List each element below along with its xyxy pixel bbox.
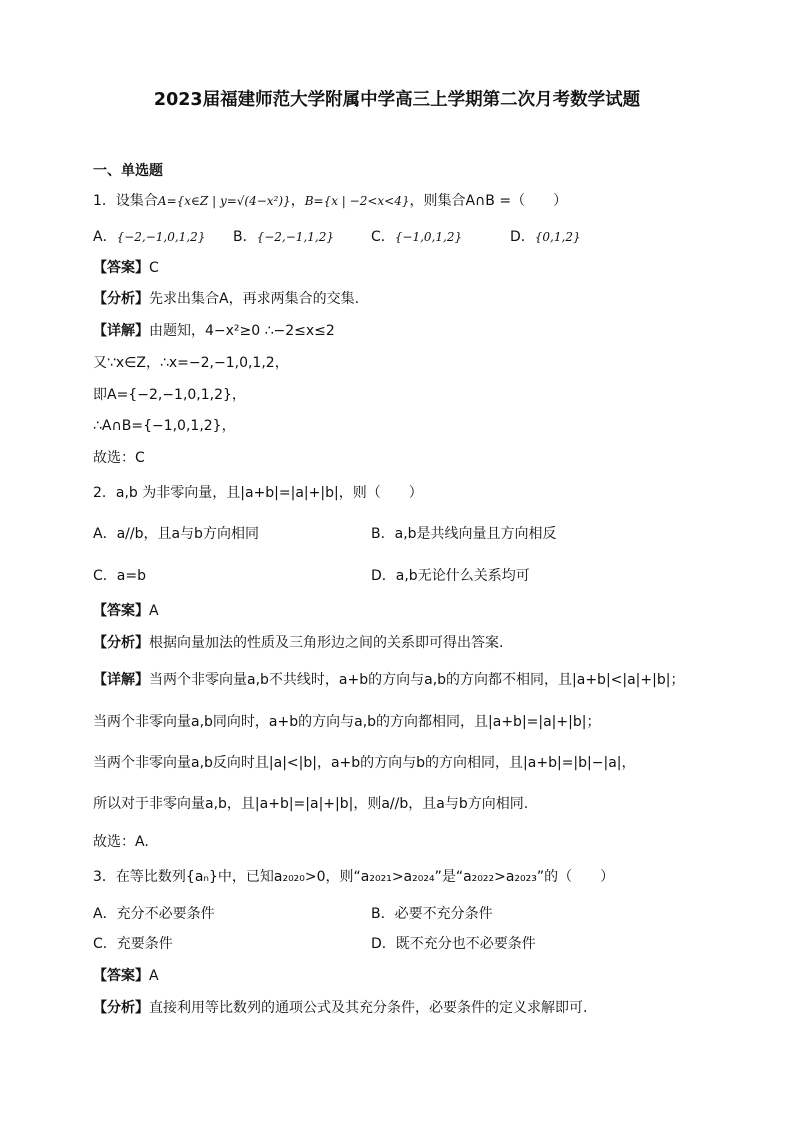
detail-text: 由题知，4−x²≥0 ∴−2≤x≤2 <box>149 323 335 339</box>
option-text: 必要不充分条件 <box>394 906 493 922</box>
analysis-tag: 【分析】 <box>93 291 149 307</box>
q3-answer <box>93 967 159 985</box>
q1-option-d <box>510 228 581 246</box>
q2-detail-line <box>93 671 684 689</box>
q3-analysis <box>93 999 587 1017</box>
q1-detail-line: 故选：C <box>93 450 145 466</box>
answer-value: A <box>149 968 159 984</box>
q1-comma: ， <box>290 193 305 209</box>
option-label: A． <box>93 229 117 245</box>
answer-value: C <box>149 260 159 276</box>
q1-option-c <box>371 228 462 246</box>
option-text: {−2,−1,0,1,2} <box>116 230 206 244</box>
document-title: 2023届福建师范大学附属中学高三上学期第二次月考数学试题 <box>153 90 641 110</box>
q1-detail-line: 又∵x∈Z，∴x=−2,−1,0,1,2， <box>93 355 289 371</box>
option-text: {0,1,2} <box>534 230 581 244</box>
detail-tag: 【详解】 <box>93 672 149 688</box>
question-3-stem: 3．在等比数列{aₙ}中，已知a₂₀₂₀>0，则“a₂₀₂₁>a₂₀₂₄”是“a₂₀₂₂>a₂₀₂₃”的（ ） <box>93 869 615 885</box>
q1-option-b <box>233 228 334 246</box>
analysis-text: 直接利用等比数列的通项公式及其充分条件，必要条件的定义求解即可. <box>149 1000 588 1016</box>
q3-option-b <box>371 905 493 923</box>
answer-tag: 【答案】 <box>93 603 149 619</box>
option-text: a,b是共线向量且方向相反 <box>394 526 557 542</box>
q1-stem-suffix: ，则集合A∩B =（ ） <box>409 193 568 209</box>
q3-option-d <box>371 935 536 953</box>
option-text: 既不充分也不必要条件 <box>395 936 536 952</box>
option-text: {−2,−1,1,2} <box>256 230 334 244</box>
q2-detail-line: 所以对于非零向量a,b，且|a+b|=|a|+|b|，则a//b，且a与b方向相同. <box>93 796 529 812</box>
q1-detail-line: ∴A∩B={−1,0,1,2}， <box>93 418 236 434</box>
q2-option-b <box>371 525 557 543</box>
option-text: {−1,0,1,2} <box>394 230 463 244</box>
q3-option-c <box>93 935 173 953</box>
q2-detail-line: 当两个非零向量a,b同向时，a+b的方向与a,b的方向都相同，且|a+b|=|a|+|b|； <box>93 714 601 730</box>
q3-option-a <box>93 905 215 923</box>
option-label: B． <box>371 526 395 542</box>
answer-tag: 【答案】 <box>93 968 149 984</box>
option-label: C． <box>93 568 117 584</box>
q1-analysis <box>93 290 359 308</box>
question-2-stem: 2．a,b 为非零向量，且|a+b|=|a|+|b|，则（ ） <box>93 485 423 501</box>
option-text: 充分不必要条件 <box>116 906 215 922</box>
option-label: C． <box>371 229 395 245</box>
option-text: a,b无论什么关系均可 <box>395 568 530 584</box>
option-label: A． <box>93 906 117 922</box>
analysis-tag: 【分析】 <box>93 635 149 651</box>
q1-answer <box>93 259 159 277</box>
q1-detail-line: 即A={−2,−1,0,1,2}， <box>93 387 246 403</box>
analysis-text: 根据向量加法的性质及三角形边之间的关系即可得出答案. <box>149 635 504 651</box>
question-1-stem <box>93 192 567 210</box>
option-text: a=b <box>116 568 146 584</box>
option-label: B． <box>233 229 257 245</box>
option-label: D． <box>371 568 396 584</box>
analysis-text: 先求出集合A，再求两集合的交集. <box>149 291 360 307</box>
option-label: B． <box>371 906 395 922</box>
q1-set-a: A={x∈Z | y=√(4−x²)} <box>157 194 291 208</box>
q2-answer <box>93 602 159 620</box>
analysis-tag: 【分析】 <box>93 1000 149 1016</box>
option-text: 充要条件 <box>116 936 173 952</box>
q2-analysis <box>93 634 503 652</box>
q1-option-a <box>93 228 205 246</box>
option-label: D． <box>510 229 535 245</box>
q1-stem-prefix: 1．设集合 <box>93 193 158 209</box>
section-heading: 一、单选题 <box>93 163 163 179</box>
answer-tag: 【答案】 <box>93 260 149 276</box>
q1-detail-line <box>93 322 335 340</box>
detail-tag: 【详解】 <box>93 323 149 339</box>
answer-value: A <box>149 603 159 619</box>
option-text: a//b，且a与b方向相同 <box>116 526 259 542</box>
option-label: A． <box>93 526 117 542</box>
q2-option-c <box>93 567 146 585</box>
q1-set-b: B={x | −2<x<4} <box>304 194 410 208</box>
q2-option-a <box>93 525 259 543</box>
q2-detail-line: 故选：A. <box>93 834 149 850</box>
option-label: C． <box>93 936 117 952</box>
detail-text: 当两个非零向量a,b不共线时，a+b的方向与a,b的方向都不相同，且|a+b|<|a|+|b|； <box>149 672 685 688</box>
q2-option-d <box>371 567 530 585</box>
option-label: D． <box>371 936 396 952</box>
q2-detail-line: 当两个非零向量a,b反向时且|a|<|b|，a+b的方向与b的方向相同，且|a+b|=|b|−|a|， <box>93 755 636 771</box>
